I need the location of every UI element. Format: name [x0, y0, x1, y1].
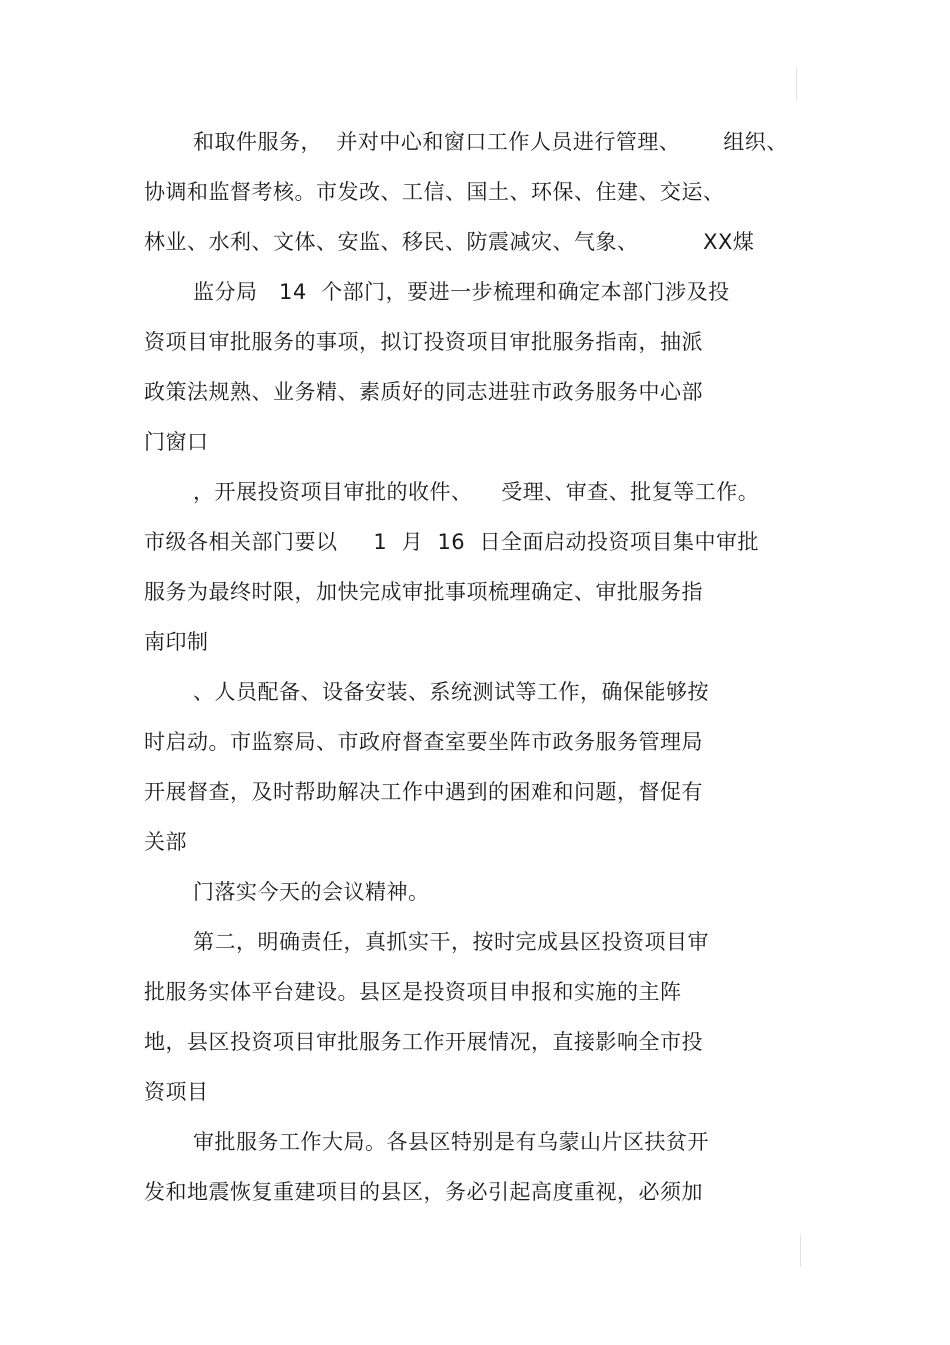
text-line-8: ，开展投资项目审批的收件、 受理、审查、批复等工作。 — [193, 480, 760, 504]
text-line-19: 地，县区投资项目审批服务工作开展情况，直接影响全市投 — [144, 1030, 703, 1054]
text-line-18: 批服务实体平台建设。县区是投资项目申报和实施的主阵 — [144, 980, 682, 1004]
text-line-16: 门落实今天的会议精神。 — [193, 880, 430, 904]
text-line-17: 第二，明确责任，真抓实干，按时完成县区投资项目审 — [193, 930, 709, 954]
top-margin-mark — [796, 68, 797, 100]
text-line-5: 资项目审批服务的事项，拟订投资项目审批服务指南，抽派 — [144, 330, 703, 354]
text-line-20: 资项目 — [144, 1080, 209, 1104]
text-line-2: 协调和监督考核。市发改、工信、国土、环保、住建、交运、 — [144, 180, 725, 204]
text-line-4: 监分局 14 个部门，要进一步梳理和确定本部门涉及投 — [193, 280, 730, 304]
text-line-21: 审批服务工作大局。各县区特别是有乌蒙山片区扶贫开 — [193, 1130, 709, 1154]
text-line-10: 服务为最终时限，加快完成审批事项梳理确定、审批服务指 — [144, 580, 703, 604]
text-line-1: 和取件服务， 并对中心和窗口工作人员进行管理、 组织、 — [193, 130, 788, 154]
text-line-13: 时启动。市监察局、市政府督查室要坐阵市政务服务管理局 — [144, 730, 703, 754]
text-line-12: 、人员配备、设备安装、系统测试等工作，确保能够按 — [193, 680, 709, 704]
text-line-14: 开展督查，及时帮助解决工作中遇到的困难和问题，督促有 — [144, 780, 703, 804]
text-line-6: 政策法规熟、业务精、素质好的同志进驻市政务服务中心部 — [144, 380, 703, 404]
text-line-15: 关部 — [144, 830, 187, 854]
text-line-7: 门窗口 — [144, 430, 209, 454]
text-line-3: 林业、水利、文体、安监、移民、防震减灾、气象、 XX煤 — [144, 230, 755, 254]
text-line-11: 南印制 — [144, 630, 209, 654]
text-line-22: 发和地震恢复重建项目的县区，务必引起高度重视，必须加 — [144, 1180, 703, 1204]
text-line-9: 市级各相关部门要以 1 月 16 日全面启动投资项目集中审批 — [144, 530, 760, 554]
bottom-margin-mark — [800, 1235, 801, 1267]
